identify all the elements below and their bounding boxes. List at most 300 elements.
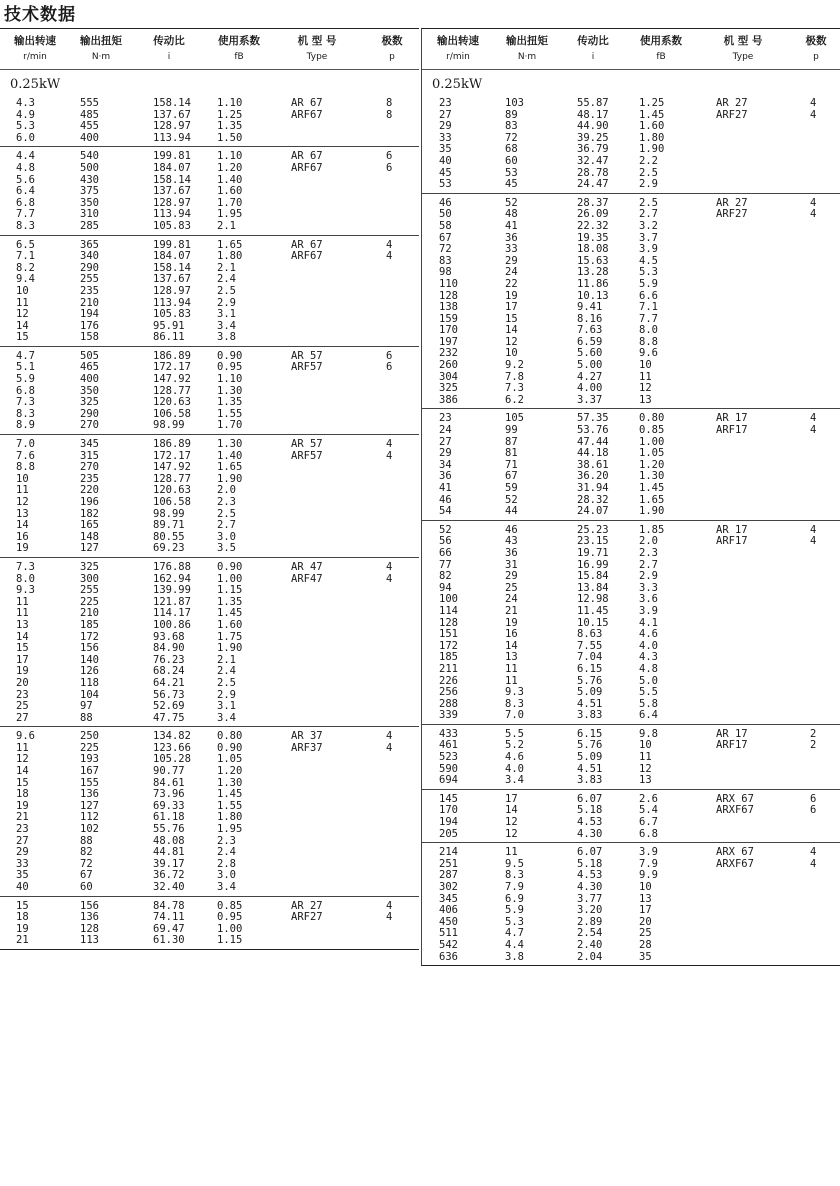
gearmotor-group xyxy=(422,521,840,725)
speed-cell: 4.9 xyxy=(16,108,35,121)
torque-cell: 11 xyxy=(505,674,518,687)
speed-cell: 11 xyxy=(16,296,29,309)
table-row xyxy=(0,731,419,743)
speed-cell: 145 xyxy=(439,792,458,805)
speed-cell: 27 xyxy=(439,435,452,448)
speed-cell: 6.4 xyxy=(16,185,35,198)
header-torque: 输出扭矩 N·m xyxy=(80,35,122,62)
table-row xyxy=(0,298,419,310)
factor-cell: 2.7 xyxy=(639,208,658,221)
torque-cell: 82 xyxy=(80,846,93,859)
table-row xyxy=(422,817,840,829)
speed-cell: 636 xyxy=(439,950,458,963)
table-row xyxy=(0,462,419,474)
poles-cell: 6 xyxy=(386,361,393,374)
speed-cell: 19 xyxy=(16,542,29,555)
poles-cell: 4 xyxy=(386,899,393,912)
table-row xyxy=(422,940,840,952)
gearmotor-group xyxy=(422,725,840,790)
speed-cell: 12 xyxy=(16,496,29,508)
poles-cell: 4 xyxy=(386,560,393,573)
ratio-cell: 86.11 xyxy=(153,331,185,344)
factor-cell: 1.40 xyxy=(217,449,243,462)
torque-cell: 235 xyxy=(80,472,99,485)
factor-cell: 11 xyxy=(639,751,652,764)
poles-cell: 4 xyxy=(386,572,393,585)
ratio-cell: 137.67 xyxy=(153,273,191,286)
table-row xyxy=(422,495,840,507)
ratio-cell: 120.63 xyxy=(153,484,191,497)
factor-cell: 25 xyxy=(639,927,652,940)
torque-cell: 127 xyxy=(80,542,99,555)
ratio-cell: 11.86 xyxy=(577,277,609,290)
gearmotor-group xyxy=(0,347,419,435)
factor-cell: 1.60 xyxy=(639,120,665,133)
factor-cell: 1.70 xyxy=(217,419,243,432)
torque-cell: 6.2 xyxy=(505,393,524,406)
torque-cell: 11 xyxy=(505,662,518,675)
ratio-cell: 69.33 xyxy=(153,799,185,812)
poles-cell: 2 xyxy=(810,739,817,752)
factor-cell: 1.45 xyxy=(217,607,243,620)
torque-cell: 5.9 xyxy=(505,904,524,917)
ratio-cell: 61.30 xyxy=(153,934,185,947)
torque-cell: 6.9 xyxy=(505,892,524,905)
ratio-cell: 5.60 xyxy=(577,347,603,360)
torque-cell: 11 xyxy=(505,846,518,859)
table-row xyxy=(0,98,419,110)
ratio-cell: 106.58 xyxy=(153,496,191,508)
torque-cell: 17 xyxy=(505,301,518,314)
speed-cell: 232 xyxy=(439,347,458,360)
torque-cell: 103 xyxy=(505,97,524,109)
speed-cell: 46 xyxy=(439,493,452,506)
speed-cell: 16 xyxy=(16,530,29,543)
factor-cell: 1.90 xyxy=(639,143,665,156)
torque-cell: 225 xyxy=(80,595,99,608)
table-row xyxy=(422,710,840,722)
speed-cell: 72 xyxy=(439,243,452,256)
speed-cell: 194 xyxy=(439,816,458,829)
torque-cell: 5.2 xyxy=(505,739,524,752)
speed-cell: 12 xyxy=(16,308,29,321)
table-row xyxy=(422,548,840,560)
speed-cell: 17 xyxy=(16,653,29,666)
speed-cell: 8.0 xyxy=(16,572,35,585)
speed-cell: 8.8 xyxy=(16,461,35,474)
torque-cell: 350 xyxy=(80,384,99,397)
ratio-cell: 24.07 xyxy=(577,505,609,518)
factor-cell: 1.85 xyxy=(639,523,665,536)
speed-cell: 83 xyxy=(439,254,452,267)
table-row xyxy=(0,251,419,263)
table-row xyxy=(0,175,419,187)
ratio-cell: 26.09 xyxy=(577,208,609,221)
ratio-cell: 5.00 xyxy=(577,359,603,372)
torque-cell: 24 xyxy=(505,593,518,606)
torque-cell: 24 xyxy=(505,266,518,279)
factor-cell: 3.3 xyxy=(639,581,658,594)
torque-cell: 455 xyxy=(80,120,99,133)
torque-cell: 400 xyxy=(80,373,99,386)
table-row xyxy=(0,859,419,871)
factor-cell: 1.90 xyxy=(217,472,243,485)
factor-cell: 17 xyxy=(639,904,652,917)
speed-cell: 450 xyxy=(439,915,458,928)
table-row xyxy=(0,585,419,597)
torque-cell: 220 xyxy=(80,484,99,497)
factor-cell: 2.5 xyxy=(217,284,236,297)
torque-cell: 182 xyxy=(80,507,99,520)
speed-cell: 302 xyxy=(439,881,458,893)
gearmotor-group xyxy=(422,194,840,410)
poles-cell: 6 xyxy=(386,161,393,174)
gearmotor-group xyxy=(0,236,419,347)
speed-cell: 58 xyxy=(439,219,452,232)
table-row xyxy=(0,420,419,432)
table-row xyxy=(422,471,840,483)
factor-cell: 12 xyxy=(639,762,652,775)
factor-cell: 6.8 xyxy=(639,827,658,840)
speed-cell: 82 xyxy=(439,570,452,583)
table-row xyxy=(422,905,840,917)
torque-cell: 52 xyxy=(505,196,518,209)
ratio-cell: 137.67 xyxy=(153,108,191,121)
header-type: 机 型 号 Type xyxy=(297,35,337,62)
torque-cell: 9.2 xyxy=(505,359,524,372)
table-row xyxy=(0,240,419,252)
table-row xyxy=(0,812,419,824)
speed-cell: 66 xyxy=(439,546,452,559)
speed-cell: 15 xyxy=(16,899,29,912)
table-row xyxy=(422,233,840,245)
poles-cell: 8 xyxy=(386,108,393,121)
speed-cell: 694 xyxy=(439,774,458,787)
torque-cell: 19 xyxy=(505,289,518,302)
torque-cell: 176 xyxy=(80,319,99,332)
speed-cell: 170 xyxy=(439,804,458,817)
factor-cell: 4.1 xyxy=(639,616,658,629)
ratio-cell: 55.76 xyxy=(153,823,185,836)
ratio-cell: 4.30 xyxy=(577,827,603,840)
factor-cell: 1.90 xyxy=(639,505,665,518)
factor-cell: 4.8 xyxy=(639,662,658,675)
ratio-cell: 162.94 xyxy=(153,572,191,585)
speed-cell: 590 xyxy=(439,762,458,775)
table-row xyxy=(422,618,840,630)
factor-cell: 1.60 xyxy=(217,618,243,631)
table-row xyxy=(422,805,840,817)
table-row xyxy=(0,110,419,122)
type-cell: AR 57 xyxy=(291,349,323,362)
speed-cell: 13 xyxy=(16,618,29,631)
factor-cell: 5.0 xyxy=(639,674,658,687)
type-cell: ARF67 xyxy=(291,250,323,263)
factor-cell: 11 xyxy=(639,370,652,383)
ratio-cell: 68.24 xyxy=(153,665,185,678)
speed-cell: 15 xyxy=(16,331,29,344)
table-row xyxy=(0,824,419,836)
factor-cell: 2.9 xyxy=(217,688,236,701)
ratio-cell: 90.77 xyxy=(153,765,185,778)
torque-cell: 270 xyxy=(80,461,99,474)
torque-cell: 8.3 xyxy=(505,697,524,710)
header-poles: 极数 p xyxy=(381,35,403,62)
speed-cell: 10 xyxy=(16,472,29,485)
ratio-cell: 2.04 xyxy=(577,950,603,963)
ratio-cell: 114.17 xyxy=(153,607,191,620)
torque-cell: 290 xyxy=(80,261,99,274)
ratio-cell: 15.84 xyxy=(577,570,609,583)
table-row xyxy=(0,133,419,145)
factor-cell: 0.85 xyxy=(639,424,665,437)
speed-cell: 226 xyxy=(439,674,458,687)
factor-cell: 2.7 xyxy=(639,558,658,571)
speed-cell: 7.7 xyxy=(16,208,35,221)
gearmotor-group xyxy=(422,409,840,520)
ratio-cell: 4.51 xyxy=(577,762,603,775)
factor-cell: 1.95 xyxy=(217,208,243,221)
table-row xyxy=(0,620,419,632)
factor-cell: 3.9 xyxy=(639,604,658,617)
ratio-cell: 93.68 xyxy=(153,630,185,643)
factor-cell: 3.4 xyxy=(217,319,236,332)
torque-cell: 72 xyxy=(505,131,518,144)
factor-cell: 20 xyxy=(639,915,652,928)
type-cell: ARF67 xyxy=(291,161,323,174)
gearmotor-group xyxy=(0,727,419,896)
poles-cell: 4 xyxy=(386,449,393,462)
torque-cell: 325 xyxy=(80,396,99,409)
torque-cell: 12 xyxy=(505,816,518,829)
table-row xyxy=(422,483,840,495)
ratio-cell: 184.07 xyxy=(153,250,191,263)
torque-cell: 128 xyxy=(80,922,99,935)
table-row xyxy=(0,743,419,755)
ratio-cell: 199.81 xyxy=(153,150,191,163)
table-row xyxy=(422,752,840,764)
ratio-cell: 19.35 xyxy=(577,231,609,244)
power-rating: 0.25kW xyxy=(432,77,483,92)
speed-cell: 211 xyxy=(439,662,458,675)
factor-cell: 1.80 xyxy=(217,811,243,824)
factor-cell: 13 xyxy=(639,892,652,905)
torque-cell: 29 xyxy=(505,254,518,267)
factor-cell: 1.35 xyxy=(217,120,243,133)
factor-cell: 3.9 xyxy=(639,243,658,256)
table-row xyxy=(422,98,840,110)
ratio-cell: 7.63 xyxy=(577,324,603,337)
table-row xyxy=(0,870,419,882)
torque-cell: 3.4 xyxy=(505,774,524,787)
ratio-cell: 16.99 xyxy=(577,558,609,571)
table-row xyxy=(422,302,840,314)
factor-cell: 1.20 xyxy=(639,458,665,471)
ratio-cell: 184.07 xyxy=(153,161,191,174)
factor-cell: 1.05 xyxy=(639,447,665,460)
torque-cell: 136 xyxy=(80,911,99,924)
factor-cell: 1.30 xyxy=(217,438,243,451)
ratio-cell: 10.13 xyxy=(577,289,609,302)
speed-cell: 185 xyxy=(439,651,458,664)
table-row xyxy=(0,608,419,620)
ratio-cell: 23.15 xyxy=(577,535,609,548)
ratio-cell: 5.18 xyxy=(577,804,603,817)
factor-cell: 7.9 xyxy=(639,857,658,870)
factor-cell: 1.30 xyxy=(217,384,243,397)
speed-cell: 542 xyxy=(439,938,458,951)
torque-cell: 315 xyxy=(80,449,99,462)
speed-cell: 14 xyxy=(16,630,29,643)
table-row xyxy=(0,397,419,409)
factor-cell: 0.90 xyxy=(217,349,243,362)
ratio-cell: 4.53 xyxy=(577,869,603,882)
table-row xyxy=(422,606,840,618)
type-cell: ARF27 xyxy=(291,911,323,924)
header-ratio: 传动比 i xyxy=(577,35,609,62)
poles-cell: 6 xyxy=(810,804,817,817)
ratio-cell: 84.90 xyxy=(153,642,185,655)
torque-cell: 167 xyxy=(80,765,99,778)
torque-cell: 194 xyxy=(80,308,99,321)
table-row xyxy=(422,383,840,395)
speed-cell: 6.8 xyxy=(16,384,35,397)
speed-cell: 98 xyxy=(439,266,452,279)
speed-cell: 5.1 xyxy=(16,361,35,374)
table-row xyxy=(0,655,419,667)
ratio-cell: 11.45 xyxy=(577,604,609,617)
type-cell: ARF17 xyxy=(716,739,748,752)
factor-cell: 2.5 xyxy=(217,507,236,520)
factor-cell: 1.15 xyxy=(217,584,243,597)
torque-cell: 67 xyxy=(505,470,518,483)
speed-cell: 21 xyxy=(16,811,29,824)
ratio-cell: 84.61 xyxy=(153,776,185,789)
ratio-cell: 10.15 xyxy=(577,616,609,629)
factor-cell: 2.6 xyxy=(639,792,658,805)
factor-cell: 7.1 xyxy=(639,301,658,314)
speed-cell: 251 xyxy=(439,857,458,870)
poles-cell: 4 xyxy=(810,196,817,209)
speed-cell: 100 xyxy=(439,593,458,606)
right-data-column xyxy=(421,28,840,966)
ratio-cell: 24.47 xyxy=(577,178,609,191)
ratio-cell: 22.32 xyxy=(577,219,609,232)
ratio-cell: 4.51 xyxy=(577,697,603,710)
ratio-cell: 106.58 xyxy=(153,407,191,420)
table-row xyxy=(422,279,840,291)
table-row xyxy=(0,701,419,713)
type-cell: ARF57 xyxy=(291,361,323,374)
factor-cell: 1.45 xyxy=(639,108,665,121)
table-row xyxy=(422,168,840,180)
table-row xyxy=(422,560,840,572)
table-row xyxy=(422,629,840,641)
header-torque: 输出扭矩 N·m xyxy=(506,35,548,62)
ratio-cell: 47.75 xyxy=(153,711,185,724)
torque-cell: 5.5 xyxy=(505,727,524,740)
ratio-cell: 89.71 xyxy=(153,519,185,532)
table-row xyxy=(422,506,840,518)
speed-cell: 24 xyxy=(439,424,452,437)
torque-cell: 33 xyxy=(505,243,518,256)
factor-cell: 2.3 xyxy=(217,496,236,508)
torque-cell: 196 xyxy=(80,496,99,508)
torque-cell: 60 xyxy=(505,154,518,167)
speed-cell: 8.3 xyxy=(16,407,35,420)
speed-cell: 339 xyxy=(439,709,458,722)
factor-cell: 2.3 xyxy=(217,834,236,847)
speed-cell: 4.4 xyxy=(16,150,35,163)
speed-cell: 8.9 xyxy=(16,419,35,432)
speed-cell: 23 xyxy=(16,823,29,836)
ratio-cell: 28.32 xyxy=(577,493,609,506)
left-data-column xyxy=(0,28,419,950)
ratio-cell: 47.44 xyxy=(577,435,609,448)
speed-cell: 27 xyxy=(439,108,452,121)
table-row xyxy=(0,362,419,374)
speed-cell: 325 xyxy=(439,382,458,395)
speed-cell: 7.0 xyxy=(16,438,35,451)
table-row xyxy=(422,775,840,787)
torque-cell: 155 xyxy=(80,776,99,789)
header-poles: 极数 p xyxy=(805,35,827,62)
factor-cell: 3.0 xyxy=(217,869,236,882)
table-row xyxy=(0,754,419,766)
ratio-cell: 137.67 xyxy=(153,185,191,198)
torque-cell: 235 xyxy=(80,284,99,297)
ratio-cell: 44.81 xyxy=(153,846,185,859)
ratio-cell: 176.88 xyxy=(153,560,191,573)
torque-cell: 3.8 xyxy=(505,950,524,963)
torque-cell: 41 xyxy=(505,219,518,232)
ratio-cell: 18.08 xyxy=(577,243,609,256)
table-row xyxy=(422,699,840,711)
table-row xyxy=(0,332,419,344)
table-row xyxy=(0,543,419,555)
gearmotor-group xyxy=(0,147,419,235)
ratio-cell: 8.63 xyxy=(577,628,603,641)
torque-cell: 400 xyxy=(80,131,99,144)
table-row xyxy=(422,687,840,699)
poles-cell: 4 xyxy=(810,857,817,870)
speed-cell: 23 xyxy=(16,688,29,701)
factor-cell: 1.35 xyxy=(217,396,243,409)
speed-cell: 77 xyxy=(439,558,452,571)
factor-cell: 1.65 xyxy=(217,238,243,251)
table-row xyxy=(0,409,419,421)
ratio-cell: 80.55 xyxy=(153,530,185,543)
poles-cell: 6 xyxy=(386,150,393,163)
table-row xyxy=(0,801,419,813)
type-cell: ARF37 xyxy=(291,741,323,754)
ratio-cell: 5.09 xyxy=(577,686,603,699)
ratio-cell: 32.47 xyxy=(577,154,609,167)
type-cell: ARXF67 xyxy=(716,857,754,870)
speed-cell: 304 xyxy=(439,370,458,383)
poles-cell: 4 xyxy=(810,535,817,548)
speed-cell: 7.3 xyxy=(16,396,35,409)
speed-cell: 11 xyxy=(16,595,29,608)
torque-cell: 4.7 xyxy=(505,927,524,940)
factor-cell: 0.80 xyxy=(639,412,665,425)
ratio-cell: 28.78 xyxy=(577,166,609,179)
torque-cell: 46 xyxy=(505,523,518,536)
torque-cell: 29 xyxy=(505,570,518,583)
poles-cell: 4 xyxy=(810,424,817,437)
speed-cell: 46 xyxy=(439,196,452,209)
table-row xyxy=(0,221,419,233)
